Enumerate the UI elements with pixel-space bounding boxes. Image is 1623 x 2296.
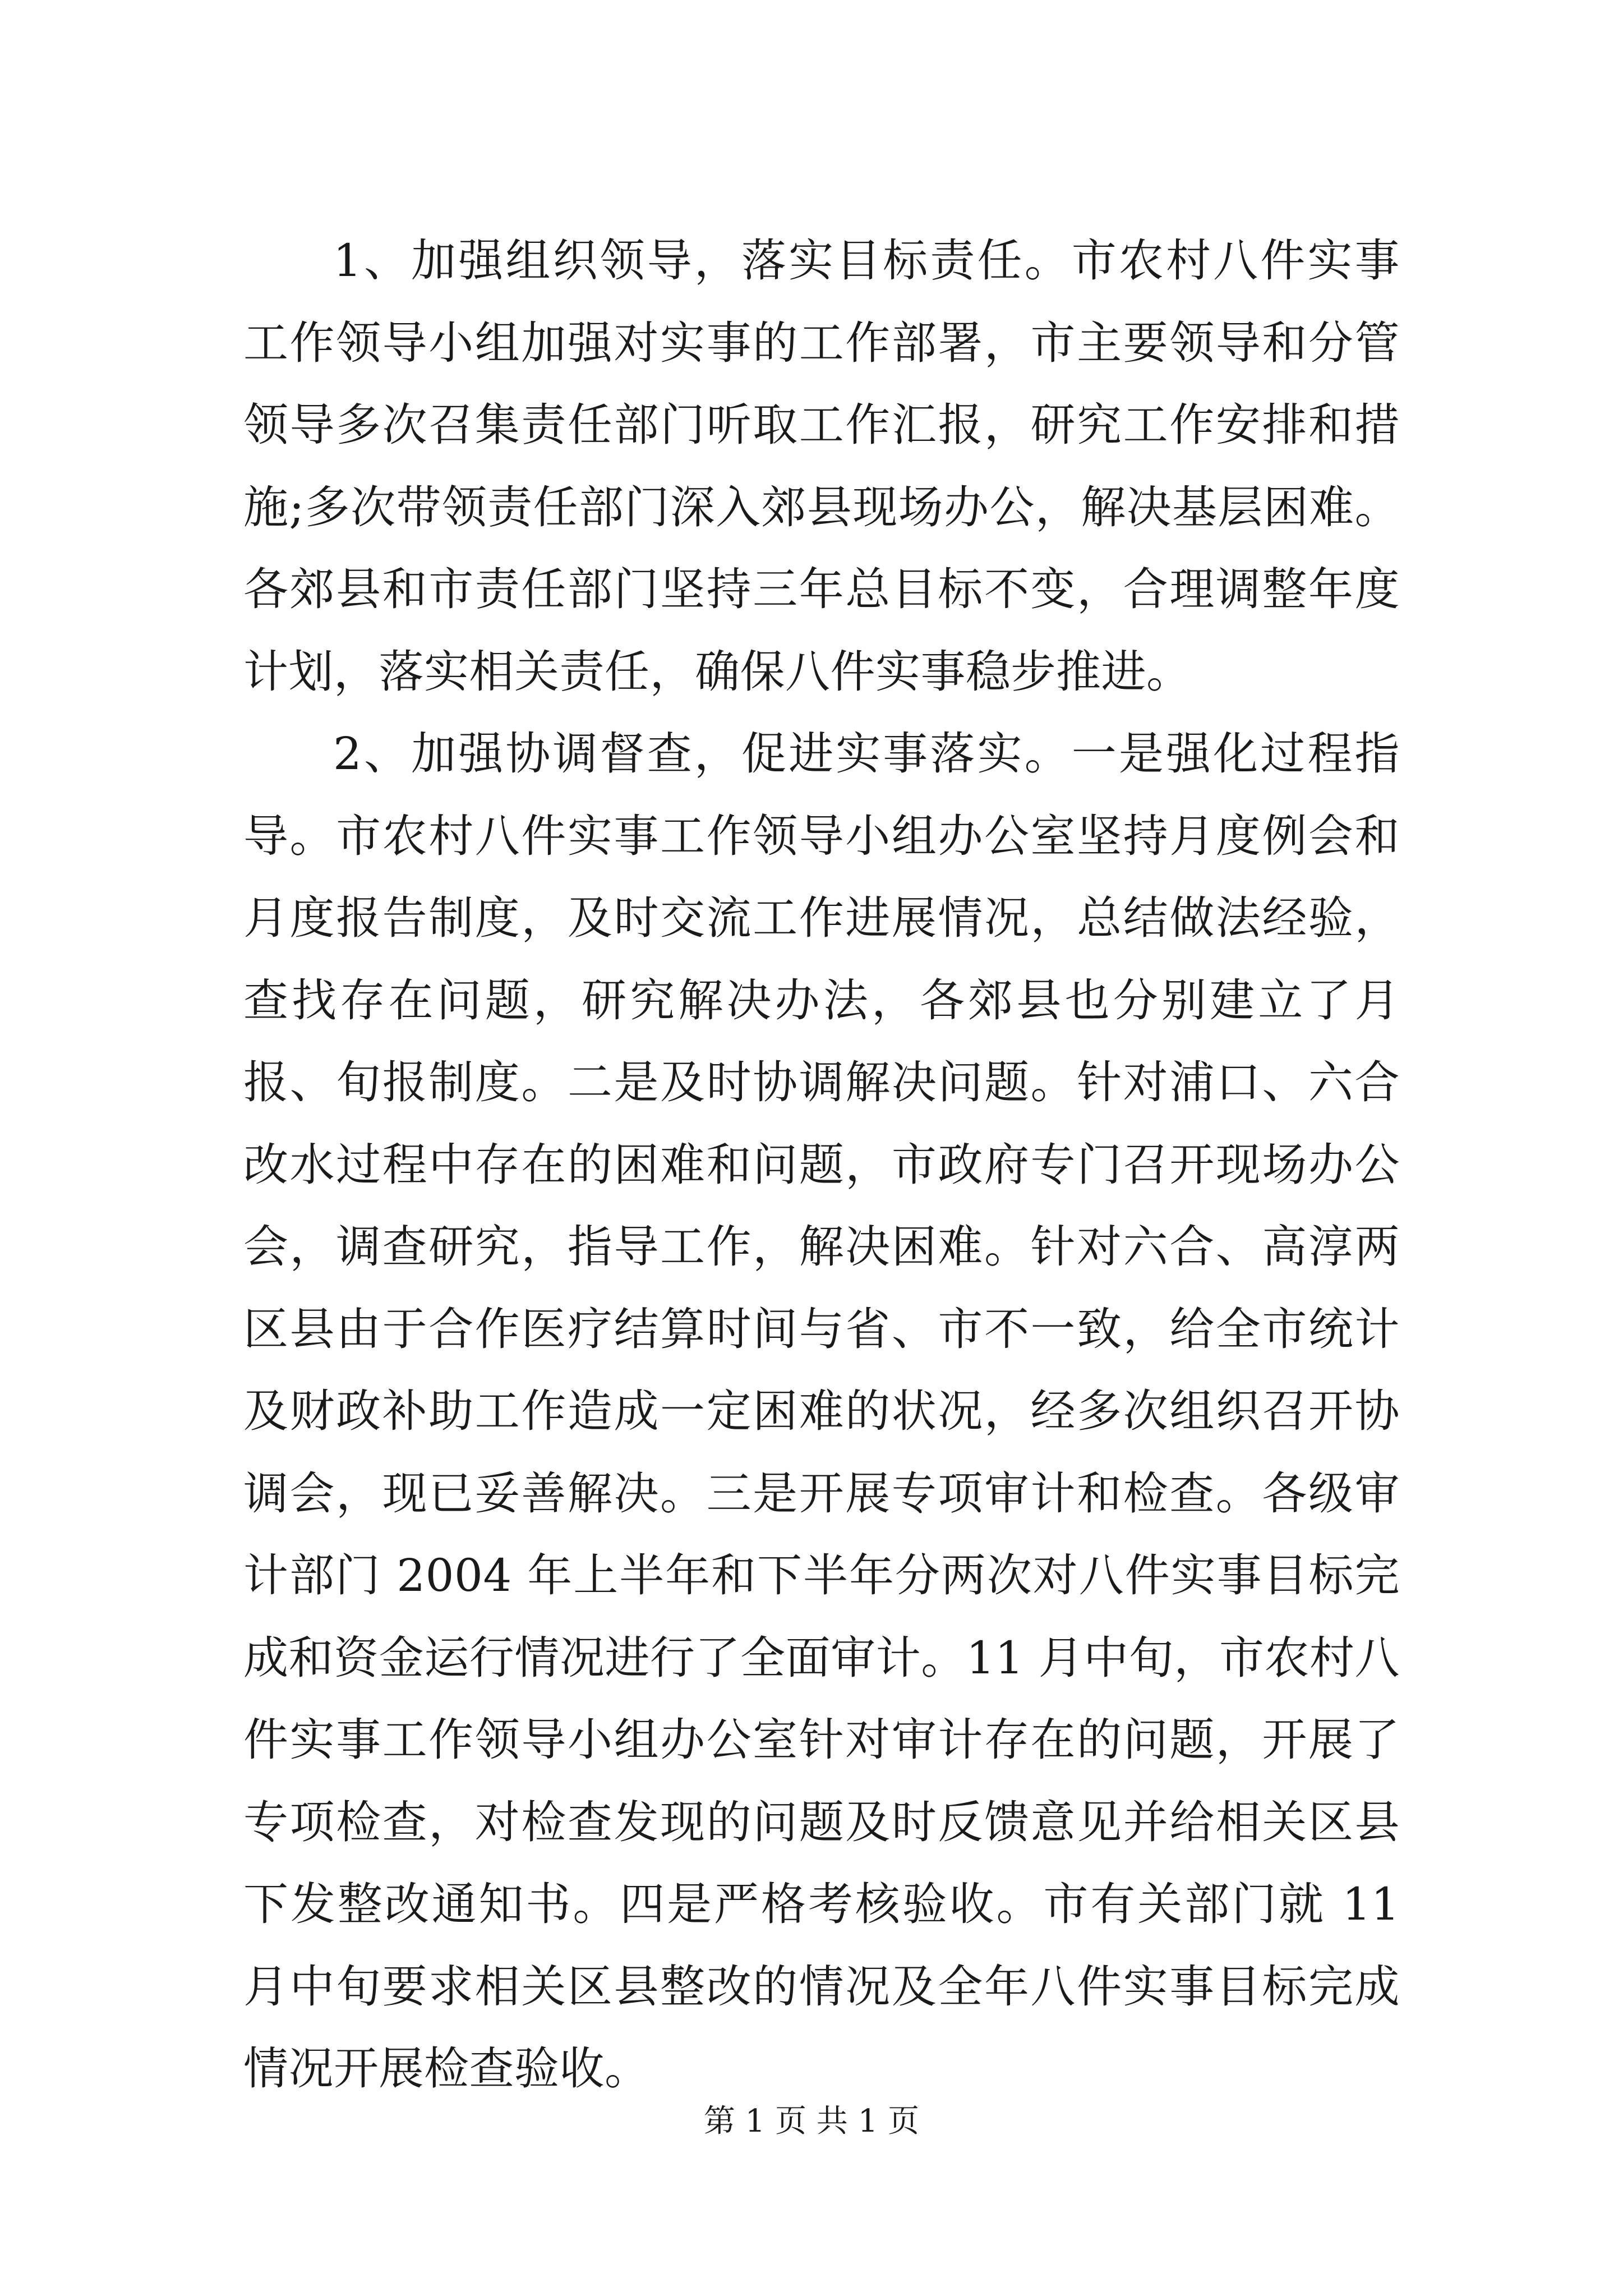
paragraph-1: 1、加强组织领导，落实目标责任。市农村八件实事工作领导小组加强对实事的工作部署，市主要领导和分管领导多次召集责任部门听取工作汇报，研究工作安排和措施;多次带领责任部门深入郊县现场办公，解决基层困难。各郊县和市责任部门坚持三年总目标不变，合理调整年度计划，落实相关责任，确保八件实事稳步推进。 <box>243 234 1400 698</box>
document-body <box>243 220 1400 2110</box>
page-footer: 第 1 页 共 1 页 <box>703 2103 920 2139</box>
paragraph-2: 2、加强协调督查，促进实事落实。一是强化过程指导。市农村八件实事工作领导小组办公室坚持月度例会和月度报告制度，及时交流工作进展情况，总结做法经验，查找存在问题，研究解决办法，各郊县也分别建立了月报、旬报制度。二是及时协调解决问题。针对浦口、六合改水过程中存在的困难和问题，市政府专门召开现场办公会，调查研究，指导工作，解决困难。针对六合、高淳两区县由于合作医疗结算时间与省、市不一致，给全市统计及财政补助工作造成一定困难的状况，经多次组织召开协调会，现已妥善解决。三是开展专项审计和检查。各级审计部门 2004 年上半年和下半年分两次对八件实事目标完成和资金运行情况进行了全面审计。11 月中旬，市农村八件实事工作领导小组办公室针对审计存在的问题，开展了专项检查，对检查发现的问题及时反馈意见并给相关区县下发整改通知书。四是严格考核验收。市有关部门就 11 月中旬要求相关区县整改的情况及全年八件实事目标完成情况开展检查验收。 <box>243 728 1400 2095</box>
